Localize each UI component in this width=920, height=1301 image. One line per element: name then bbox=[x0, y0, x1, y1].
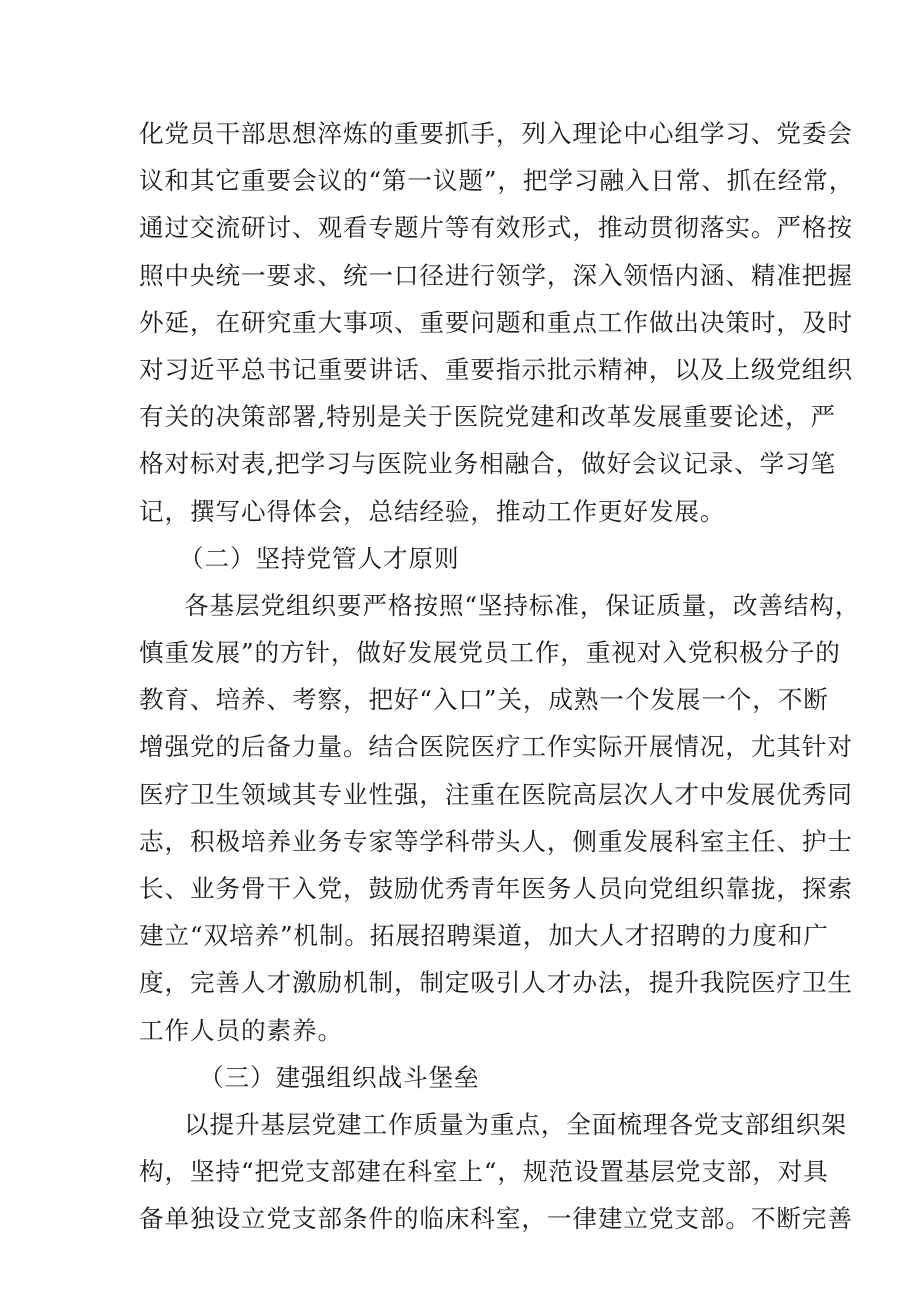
paragraph-line: 工作人员的素养。 bbox=[139, 1015, 343, 1045]
paragraph-line: 格对标对表,把学习与医院业务相融合，做好会议记录、学习笔 bbox=[139, 449, 837, 479]
paragraph-line: 外延，在研究重大事项、重要问题和重点工作做出决策时，及时 bbox=[139, 307, 853, 337]
paragraph-line: 以提升基层党建工作质量为重点，全面梳理各党支部组织架 bbox=[184, 1109, 847, 1139]
paragraph-line: 化党员干部思想淬炼的重要抓手，列入理论中心组学习、党委会 bbox=[139, 119, 853, 148]
paragraph-line: 志，积极培养业务专家等学科带头人，侧重发展科室主任、护士 bbox=[139, 826, 853, 856]
document-body bbox=[139, 110, 861, 1243]
paragraph-line: 对习近平总书记重要讲话、重要指示批示精神，以及上级党组织 bbox=[139, 354, 853, 384]
paragraph-line: 记，撰写心得体会，总结经验，推动工作更好发展。 bbox=[139, 496, 726, 526]
paragraph-line: 备单独设立党支部条件的临床科室，一律建立党支部。不断完善 bbox=[139, 1204, 853, 1234]
paragraph-line: 慎重发展”的方针，做好发展党员工作，重视对入党积极分子的 bbox=[139, 638, 841, 668]
paragraph-line: 有关的决策部署,特别是关于医院党建和改革发展重要论述，严 bbox=[139, 402, 837, 432]
paragraph-line: 教育、培养、考察，把好“入口”关，成熟一个发展一个，不断 bbox=[139, 685, 829, 715]
paragraph-line: 增强党的后备力量。结合医院医疗工作实际开展情况，尤其针对 bbox=[139, 732, 853, 762]
paragraph-line: 建立“双培养”机制。拓展招聘渠道，加大人才招聘的力度和广 bbox=[139, 921, 829, 951]
paragraph-line: 构，坚持“把党支部建在科室上“，规范设置基层党支部，对具 bbox=[139, 1157, 829, 1187]
paragraph-line: 照中央统一要求、统一口径进行领学，深入领悟内涵、精准把握 bbox=[139, 260, 853, 290]
paragraph-line: 议和其它重要会议的“第一议题”，把学习融入日常、抓在经常， bbox=[139, 166, 855, 196]
section-heading-2: （二）坚持党管人才原则 bbox=[179, 543, 460, 573]
section-heading-3: （三）建强组织战斗堡垒 bbox=[199, 1062, 480, 1092]
paragraph-line: 通过交流研讨、观看专题片等有效形式，推动贯彻落实。严格按 bbox=[139, 213, 853, 243]
paragraph-line: 各基层党组织要严格按照“坚持标准，保证质量，改善结构， bbox=[184, 590, 861, 620]
paragraph-line: 长、业务骨干入党，鼓励优秀青年医务人员向党组织靠拢，探索 bbox=[139, 874, 853, 903]
paragraph-line: 度，完善人才激励机制，制定吸引人才办法，提升我院医疗卫生 bbox=[139, 968, 853, 998]
paragraph-line: 医疗卫生领域其专业性强，注重在医院高层次人才中发展优秀同 bbox=[139, 779, 853, 809]
